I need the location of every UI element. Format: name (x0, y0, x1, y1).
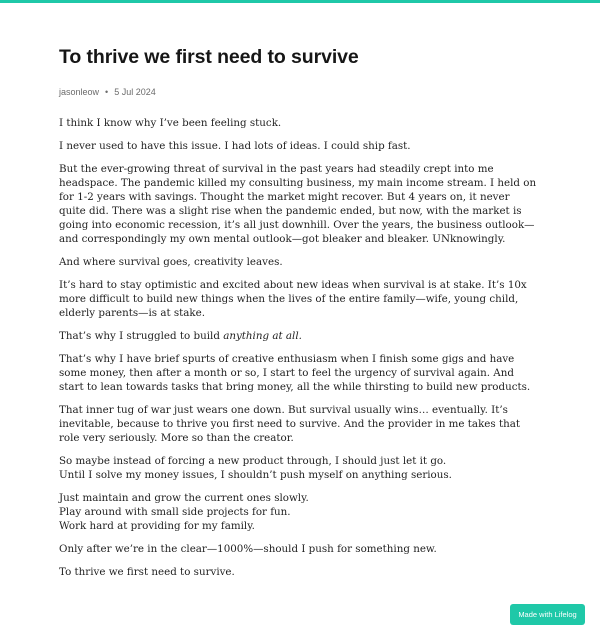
post-body (59, 116, 539, 579)
paragraph (59, 329, 539, 343)
paragraph: It’s hard to stay optimistic and excited about new ideas when survival is at stake. It’s 10x more difficult to build new things when the lives of the entire family—wife, young child, elderly parents—is at stake. (59, 279, 527, 319)
post-meta (59, 86, 539, 98)
paragraph: And where survival goes, creativity leaves. (59, 256, 283, 268)
paragraph: That’s why I have brief spurts of creative enthusiasm when I finish some gigs and have some money, then after a month or so, I start to feel the urgency of survival again. And start to lean towards tasks that bring money, all the while thirsting to build new products. (59, 353, 531, 393)
paragraph: To thrive we first need to survive. (59, 566, 235, 578)
paragraph: I think I know why I’ve been feeling stuck. (59, 117, 282, 129)
author-link[interactable]: jasonleow (59, 87, 100, 97)
paragraph: That inner tug of war just wears one down. But survival usually wins… eventually. It’s inevitable, because to thrive you first need to survive. And the provider in me takes that role very seriously. More so than the creator. (59, 404, 521, 444)
paragraph: I never used to have this issue. I had lots of ideas. I could ship fast. (59, 140, 411, 152)
paragraph: Only after we’re in the clear—1000%—should I push for something new. (59, 543, 437, 555)
paragraph-line: Play around with small side projects for fun. (59, 506, 291, 518)
paragraph (59, 491, 539, 533)
made-with-lifelog-button[interactable]: Made with Lifelog (510, 604, 585, 625)
paragraph-line: Until I solve my money issues, I shouldn’t push myself on anything serious. (59, 469, 452, 481)
paragraph: But the ever-growing threat of survival in the past years had steadily crept into me headspace. The pandemic killed my consulting business, my main income stream. I held on for 1-2 years with savings. Thought the market might recover. But 4 years on, it never quite did. There was a slight rise when the pandemic ended, but now, with the market is going into economic recession, it’s all just downhill. Over the years, the business outlook—and correspondingly my own mental outlook—got bleaker and bleaker. UNknowingly. (59, 163, 537, 245)
paragraph-line: Work hard at providing for my family. (59, 520, 255, 532)
paragraph-line: Just maintain and grow the current ones slowly. (59, 492, 309, 504)
top-accent-bar (0, 0, 600, 3)
emphasis-text: anything at all. (223, 330, 302, 342)
article (59, 44, 539, 588)
paragraph-text: That’s why I struggled to build (59, 330, 224, 342)
post-title: To thrive we first need to survive (59, 46, 359, 68)
meta-separator: • (105, 87, 109, 97)
paragraph (59, 454, 539, 482)
post-date: 5 Jul 2024 (114, 87, 156, 97)
paragraph-line: So maybe instead of forcing a new product through, I should just let it go. (59, 455, 447, 467)
